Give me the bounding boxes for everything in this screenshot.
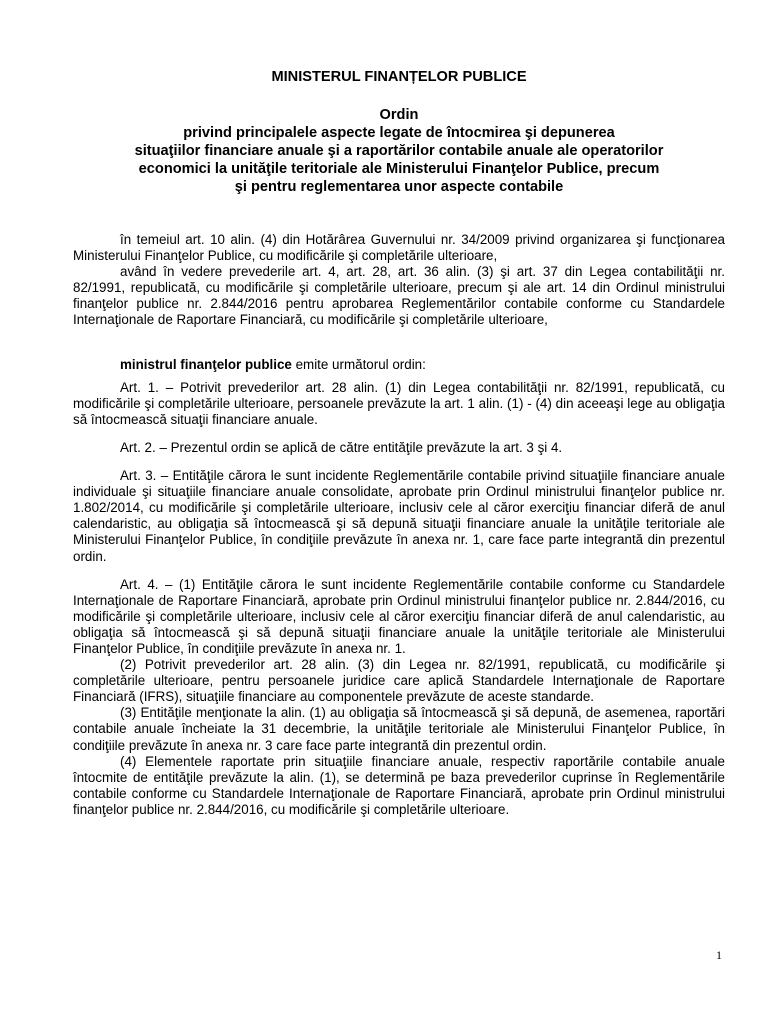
issuer-statement (73, 357, 725, 373)
order-title (73, 106, 725, 196)
document-page (73, 68, 725, 818)
article-4-paragraph-1: Art. 4. – (1) Entităţile cărora le sunt incidente Reglementările contabile conforme cu Standardele Internaţionale de Raportare Financiară, aprobate prin Ordinul ministrului finanţelor publice nr. 2.844/2016, cu modificările şi completările ulterioare, inclusiv cele al căror exerciţiu financiar diferă de anul calendaristic, au obligaţia să întocmească şi să depună situaţii financiare anuale la unităţile teritoriale ale Ministerului Finanţelor Publice, în condiţiile prevăzute în anexa nr. 1. (73, 576, 725, 656)
order-title-line: şi pentru reglementarea unor aspecte contabile (234, 179, 564, 195)
order-title-line: economici la unităţile teritoriale ale Ministerului Finanţelor Publice, precum (138, 161, 660, 177)
article-4-paragraph-3: (3) Entităţile menţionate la alin. (1) au obligaţia să întocmească şi să depună, de asemenea, raportări contabile anuale încheiate la 31 decembrie, la unităţile teritoriale ale Ministerului Finanţelor Publice, în condiţiile prevăzute în anexa nr. 3 care face parte integrantă din prezentul ordin. (73, 705, 725, 753)
issuer-bold: ministrul finanţelor publice (120, 356, 292, 372)
article-1: Art. 1. – Potrivit prevederilor art. 28 alin. (1) din Legea contabilităţii nr. 82/1991, republicată, cu modificările şi completările ulterioare, persoanele prevăzute la art. 1 alin. (1) - (4) din aceeaşi lege au obligaţia să întocmească situaţii financiare anuale. (73, 379, 725, 427)
page-number: 1 (716, 948, 722, 962)
order-title-line: situaţiilor financiare anuale şi a raportărilor contabile anuale ale operatorilor (134, 143, 664, 159)
order-title-line: privind principalele aspecte legate de întocmirea şi depunerea (183, 125, 615, 141)
preamble-legal-basis: în temeiul art. 10 alin. (4) din Hotărârea Guvernului nr. 34/2009 privind organizarea şi funcţionarea Ministerului Finanţelor Publice, cu modificările şi completările ulterioare, (73, 232, 725, 264)
order-word: Ordin (379, 107, 419, 123)
article-2: Art. 2. – Prezentul ordin se aplică de către entităţile prevăzute la art. 3 şi 4. (120, 439, 563, 455)
ministry-heading: MINISTERUL FINANȚELOR PUBLICE (271, 69, 527, 85)
preamble-considering: având în vedere prevederile art. 4, art. 28, art. 36 alin. (3) şi art. 37 din Legea contabilităţii nr. 82/1991, republicată, cu modificările şi completările ulterioare, precum şi ale art. 14 din Ordinul ministrului finanţelor publice nr. 2.844/2016 pentru aprobarea Reglementărilor contabile conforme cu Standardele Internaţionale de Raportare Financiară, cu modificările şi completările ulterioare, (73, 264, 725, 328)
article-4-paragraph-4: (4) Elementele raportate prin situaţiile financiare anuale, respectiv raportările contabile anuale întocmite de entităţile prevăzute la alin. (1), se determină pe baza prevederilor cuprinse în Reglementările contabile conforme cu Standardele Internaţionale de Raportare Financiară, aprobate prin Ordinul ministrului finanţelor publice nr. 2.844/2016, cu modificările şi completările ulterioare. (73, 753, 725, 817)
article-3: Art. 3. – Entităţile cărora le sunt incidente Reglementările contabile privind situaţiile financiare anuale individuale şi situaţiile financiare anuale consolidate, aprobate prin Ordinul ministrului finanţelor publice nr. 1.802/2014, cu modificările şi completările ulterioare, inclusiv cele al căror exerciţiu financiar diferă de anul calendaristic, au obligaţia să întocmească şi să depună situaţii financiare anuale la unităţile teritoriale ale Ministerului Finanţelor Publice, în condiţiile prevăzute în anexa nr. 1, care face parte integrantă din prezentul ordin. (73, 468, 725, 564)
issuer-rest: emite următorul ordin: (291, 356, 426, 372)
article-4-paragraph-2: (2) Potrivit prevederilor art. 28 alin. (3) din Legea nr. 82/1991, republicată, cu modificările şi completările ulterioare, pentru persoanele juridice care aplică Standardele Internaţionale de Raportare Financiară (IFRS), situaţiile financiare au componentele prevăzute de aceste standarde. (73, 657, 725, 705)
